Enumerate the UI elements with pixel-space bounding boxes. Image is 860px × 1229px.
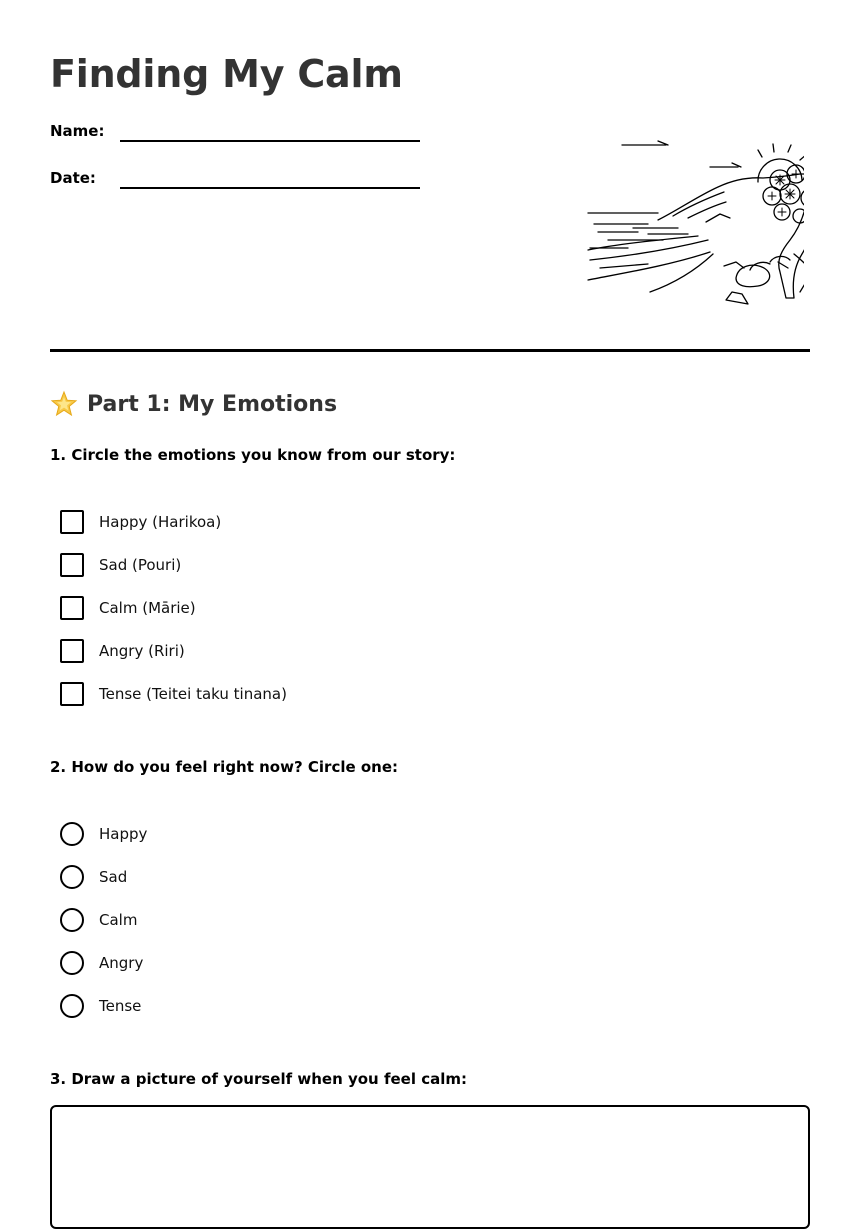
question-2: 2. How do you feel right now? Circle one:: [50, 758, 399, 776]
drawing-box[interactable]: [50, 1105, 810, 1229]
option-label: Tense (Teitei taku tinana): [99, 685, 287, 703]
part1-heading-text: Part 1: My Emotions: [87, 391, 338, 417]
option-label: Angry (Riri): [99, 642, 185, 660]
date-field: [50, 169, 430, 199]
radio-option-sad[interactable]: [60, 864, 127, 890]
option-label: Tense: [99, 997, 142, 1015]
checkbox[interactable]: [60, 682, 84, 706]
radio-button[interactable]: [60, 908, 84, 932]
radio-option-happy[interactable]: [60, 821, 147, 847]
radio-option-tense[interactable]: [60, 993, 141, 1019]
option-label: Calm: [99, 911, 138, 929]
option-label: Calm (Mārie): [99, 599, 196, 617]
date-line[interactable]: [120, 187, 420, 189]
checkbox[interactable]: [60, 510, 84, 534]
option-label: Angry: [99, 954, 144, 972]
option-label: Sad (Pouri): [99, 556, 182, 574]
checkbox-option-sad[interactable]: [60, 552, 181, 578]
radio-option-angry[interactable]: [60, 950, 143, 976]
radio-option-calm[interactable]: [60, 907, 137, 933]
option-label: Happy: [99, 825, 148, 843]
checkbox-option-happy[interactable]: [60, 509, 221, 535]
checkbox[interactable]: [60, 553, 84, 577]
question-1: 1. Circle the emotions you know from our story:: [50, 446, 456, 464]
checkbox[interactable]: [60, 639, 84, 663]
option-label: Sad: [99, 868, 128, 886]
checkbox-option-tense[interactable]: [60, 681, 287, 707]
page-title: Finding My Calm: [50, 52, 403, 96]
name-field: [50, 122, 430, 152]
star-icon: [50, 390, 78, 418]
checkbox[interactable]: [60, 596, 84, 620]
name-line[interactable]: [120, 140, 420, 142]
date-label: Date:: [50, 169, 96, 187]
radio-button[interactable]: [60, 994, 84, 1018]
radio-button[interactable]: [60, 951, 84, 975]
radio-button[interactable]: [60, 865, 84, 889]
radio-button[interactable]: [60, 822, 84, 846]
name-label: Name:: [50, 122, 105, 140]
checkbox-option-angry[interactable]: [60, 638, 185, 664]
section-divider: [50, 349, 810, 352]
checkbox-option-calm[interactable]: [60, 595, 196, 621]
coastal-scene-icon: [538, 132, 804, 314]
option-label: Happy (Harikoa): [99, 513, 222, 531]
part1-heading: [50, 388, 337, 420]
question-3: 3. Draw a picture of yourself when you feel calm:: [50, 1070, 467, 1088]
